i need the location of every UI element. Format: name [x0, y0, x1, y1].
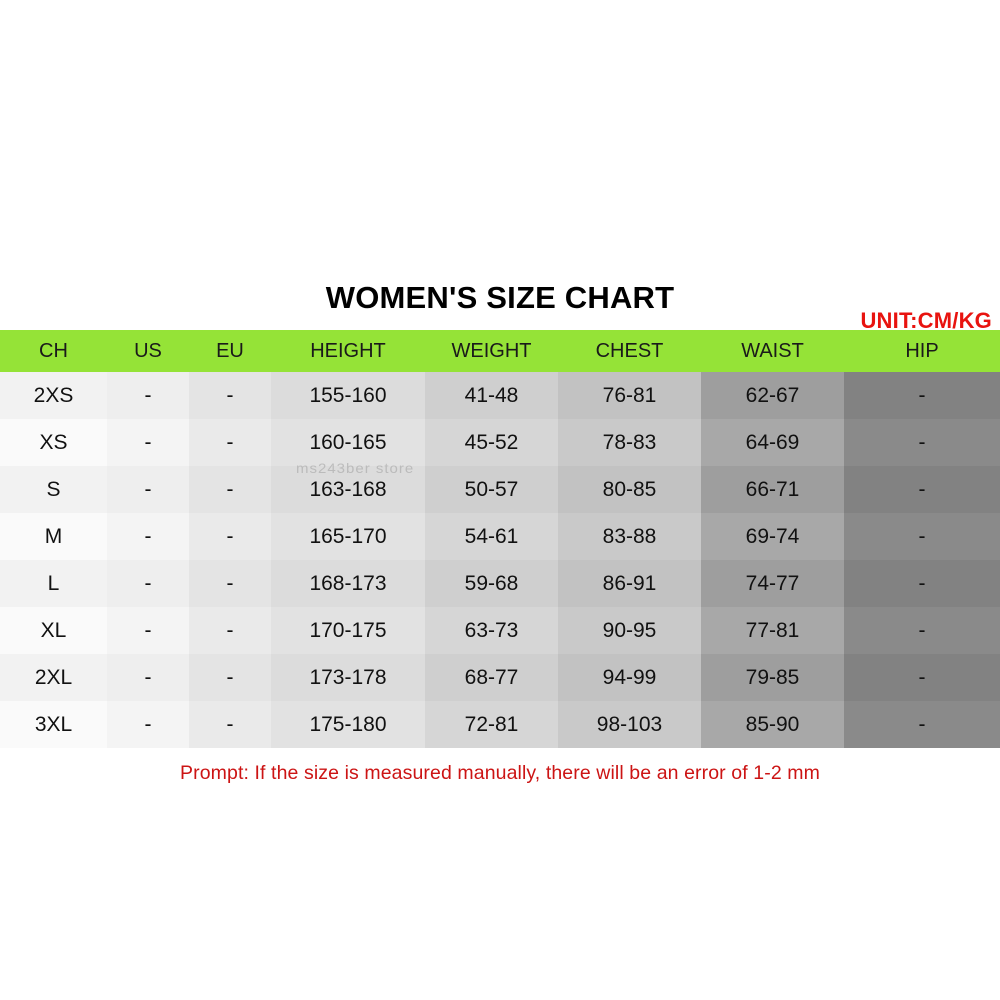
cell-size: XL	[0, 607, 107, 654]
cell-size: 3XL	[0, 701, 107, 748]
cell-size: 2XL	[0, 654, 107, 701]
cell-weight: 41-48	[425, 372, 558, 419]
cell-eu: -	[189, 607, 271, 654]
cell-chest: 86-91	[558, 560, 701, 607]
cell-height: 165-170	[271, 513, 425, 560]
cell-us: -	[107, 701, 189, 748]
cell-waist: 79-85	[701, 654, 844, 701]
size-chart-table	[0, 330, 1000, 748]
size-chart-block	[0, 280, 1000, 791]
table-row	[0, 654, 1000, 701]
cell-size: XS	[0, 419, 107, 466]
table-row	[0, 466, 1000, 513]
cell-us: -	[107, 513, 189, 560]
cell-eu: -	[189, 654, 271, 701]
cell-waist: 77-81	[701, 607, 844, 654]
cell-hip: -	[844, 701, 1000, 748]
cell-height: 170-175	[271, 607, 425, 654]
table-row	[0, 372, 1000, 419]
column-header-ch: CH	[0, 330, 107, 372]
cell-weight: 54-61	[425, 513, 558, 560]
cell-size: S	[0, 466, 107, 513]
cell-chest: 90-95	[558, 607, 701, 654]
cell-weight: 59-68	[425, 560, 558, 607]
cell-chest: 98-103	[558, 701, 701, 748]
cell-height: 160-165	[271, 419, 425, 466]
table-row	[0, 419, 1000, 466]
cell-weight: 63-73	[425, 607, 558, 654]
cell-weight: 45-52	[425, 419, 558, 466]
cell-weight: 68-77	[425, 654, 558, 701]
cell-us: -	[107, 419, 189, 466]
cell-size: M	[0, 513, 107, 560]
cell-us: -	[107, 560, 189, 607]
cell-height: 155-160	[271, 372, 425, 419]
cell-hip: -	[844, 560, 1000, 607]
chart-header	[0, 280, 1000, 333]
page-title: WOMEN'S SIZE CHART	[325, 280, 675, 315]
cell-weight: 72-81	[425, 701, 558, 748]
cell-chest: 94-99	[558, 654, 701, 701]
table-row	[0, 513, 1000, 560]
table-header-row	[0, 330, 1000, 372]
cell-hip: -	[844, 654, 1000, 701]
cell-waist: 85-90	[701, 701, 844, 748]
column-header-weight: WEIGHT	[425, 330, 558, 372]
cell-waist: 64-69	[701, 419, 844, 466]
column-header-hip: HIP	[844, 330, 1000, 372]
cell-hip: -	[844, 419, 1000, 466]
cell-us: -	[107, 466, 189, 513]
cell-chest: 80-85	[558, 466, 701, 513]
cell-height: 173-178	[271, 654, 425, 701]
column-header-us: US	[107, 330, 189, 372]
cell-eu: -	[189, 466, 271, 513]
table-row	[0, 560, 1000, 607]
cell-eu: -	[189, 701, 271, 748]
cell-eu: -	[189, 372, 271, 419]
column-header-waist: WAIST	[701, 330, 844, 372]
column-header-eu: EU	[189, 330, 271, 372]
store-watermark: ms243ber store	[296, 460, 415, 477]
cell-height: 175-180	[271, 701, 425, 748]
cell-hip: -	[844, 372, 1000, 419]
cell-height: 163-168	[271, 466, 425, 513]
cell-waist: 74-77	[701, 560, 844, 607]
table-row	[0, 607, 1000, 654]
cell-waist: 69-74	[701, 513, 844, 560]
measurement-note: Prompt: If the size is measured manually, there will be an error of 1-2 mm	[180, 762, 820, 784]
column-header-height: HEIGHT	[271, 330, 425, 372]
cell-us: -	[107, 607, 189, 654]
cell-eu: -	[189, 419, 271, 466]
cell-us: -	[107, 654, 189, 701]
column-header-chest: CHEST	[558, 330, 701, 372]
cell-chest: 76-81	[558, 372, 701, 419]
cell-waist: 66-71	[701, 466, 844, 513]
cell-hip: -	[844, 607, 1000, 654]
cell-hip: -	[844, 513, 1000, 560]
cell-height: 168-173	[271, 560, 425, 607]
cell-chest: 78-83	[558, 419, 701, 466]
table-row	[0, 701, 1000, 748]
cell-eu: -	[189, 560, 271, 607]
cell-weight: 50-57	[425, 466, 558, 513]
cell-size: L	[0, 560, 107, 607]
unit-note: UNIT:CM/KG	[860, 308, 992, 333]
cell-hip: -	[844, 466, 1000, 513]
cell-waist: 62-67	[701, 372, 844, 419]
cell-size: 2XS	[0, 372, 107, 419]
cell-us: -	[107, 372, 189, 419]
cell-eu: -	[189, 513, 271, 560]
cell-chest: 83-88	[558, 513, 701, 560]
